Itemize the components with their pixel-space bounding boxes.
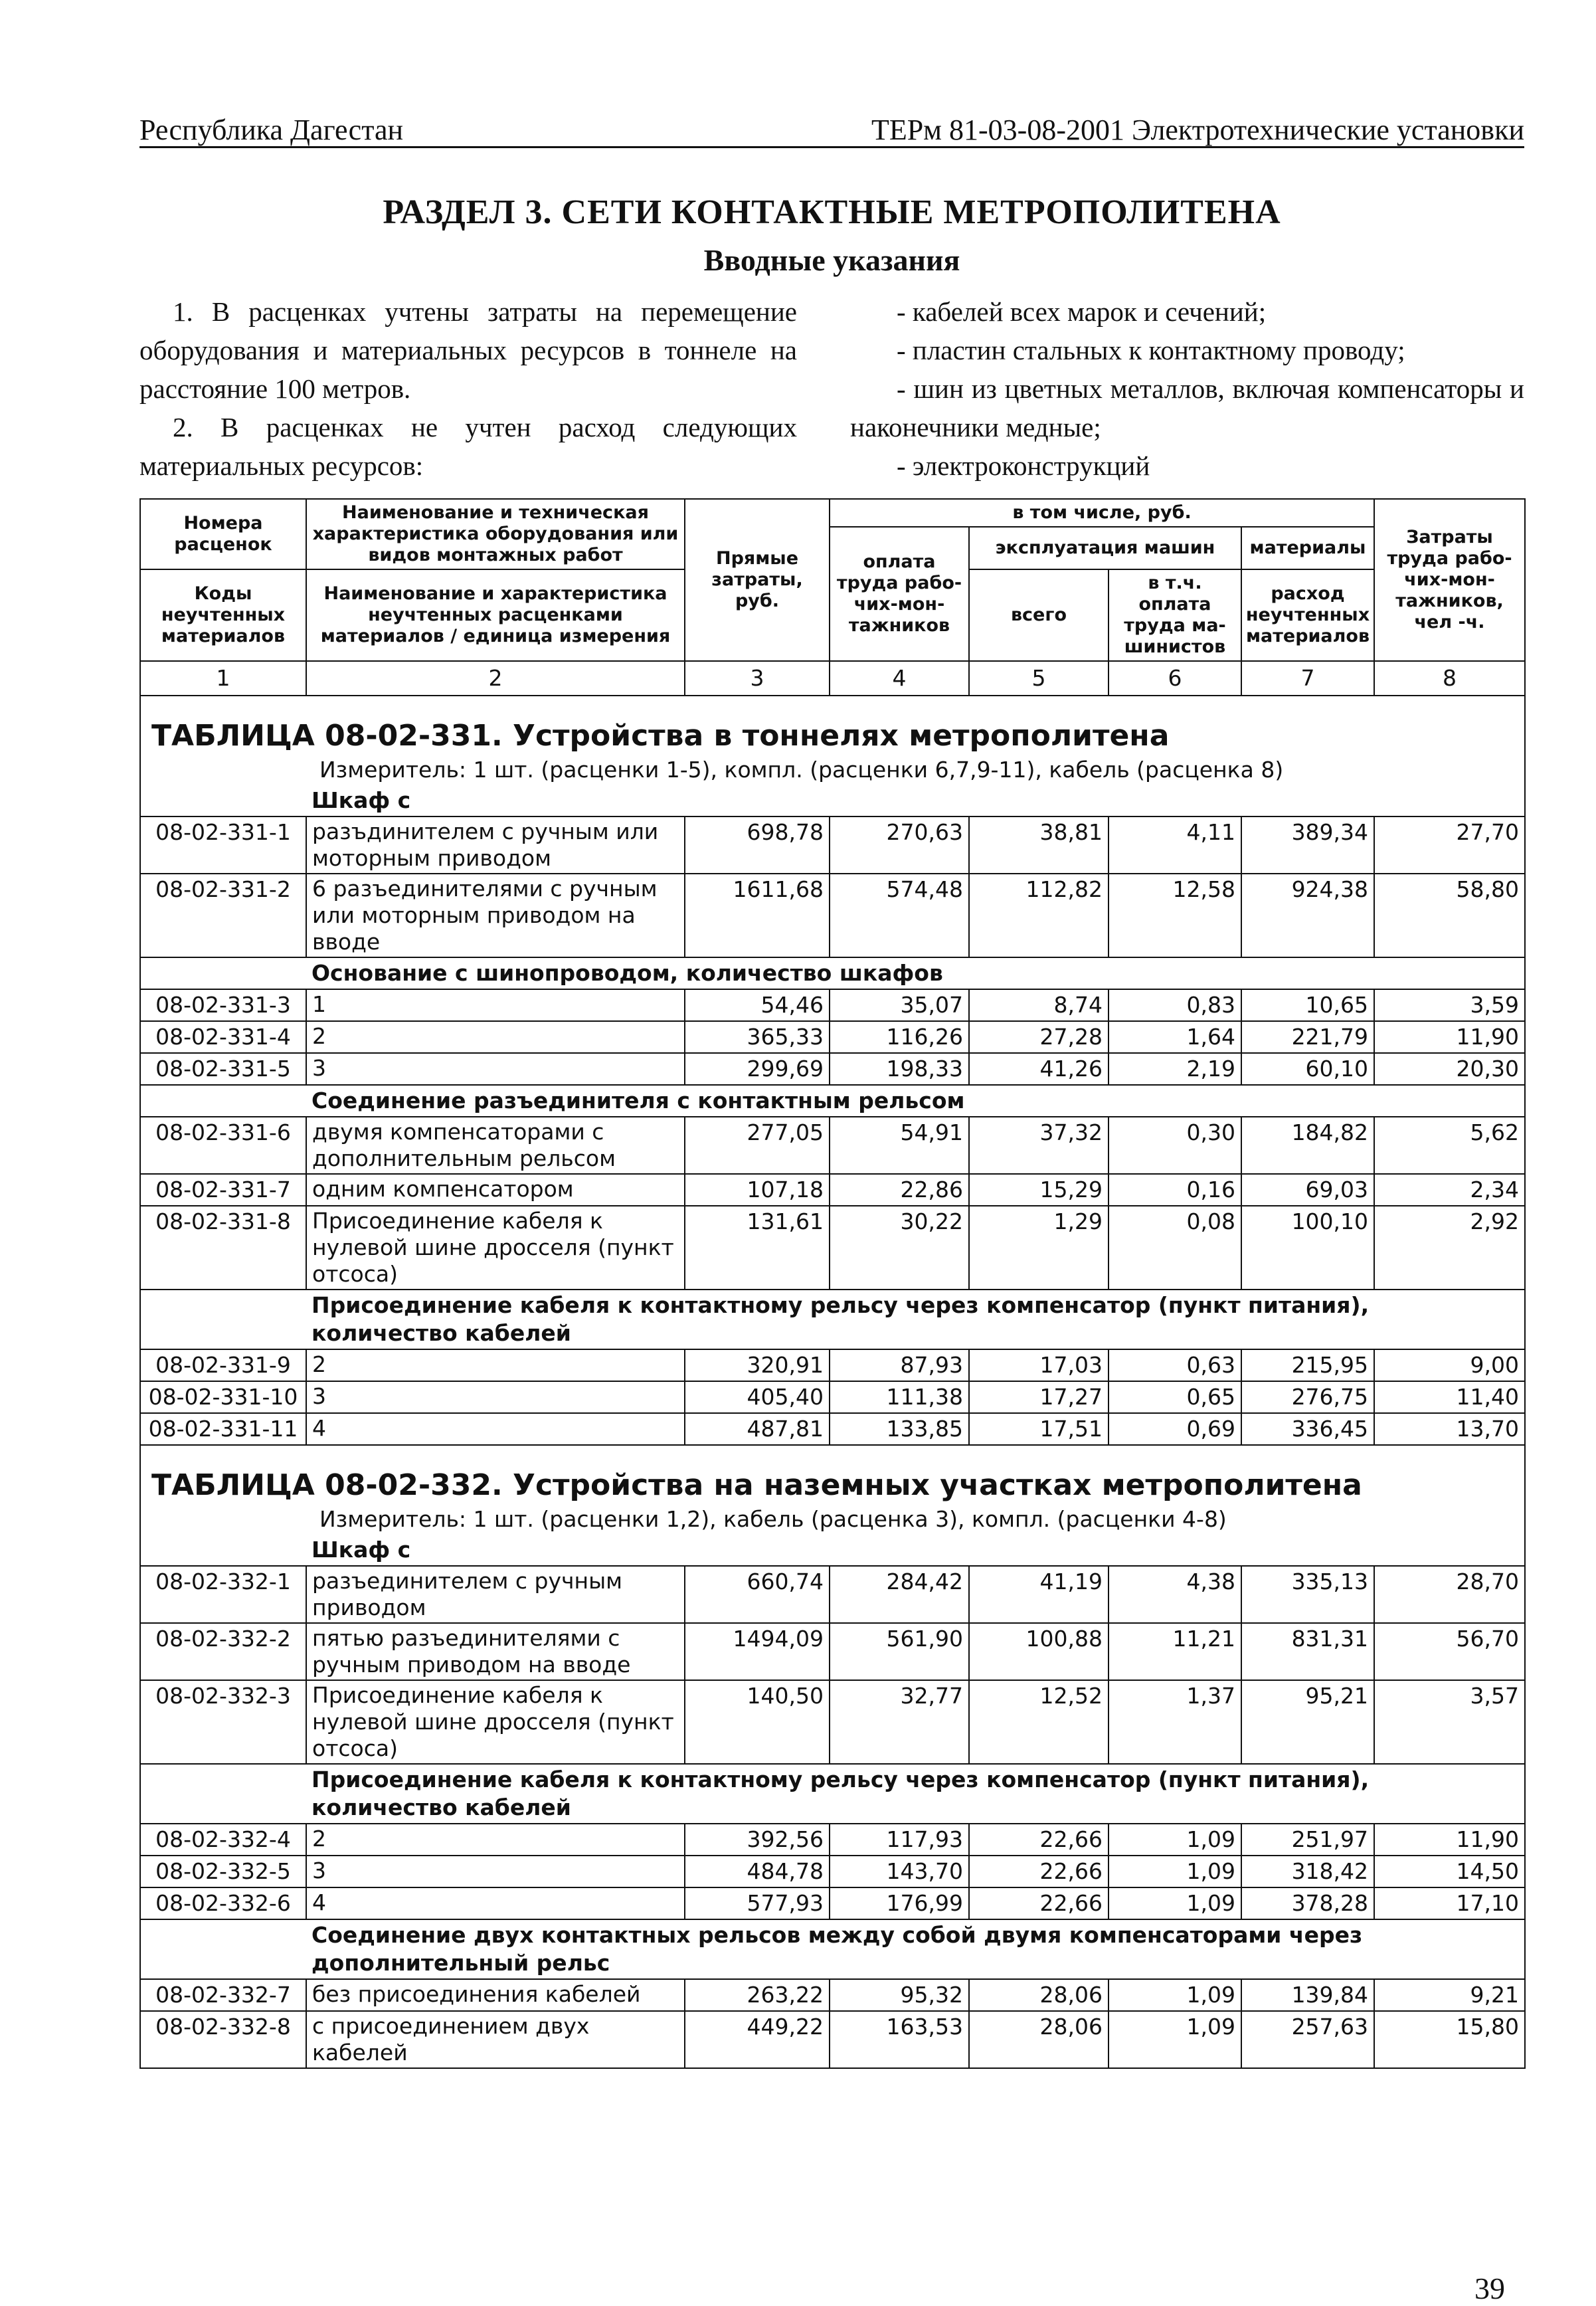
direct-costs: 698,78 [685,817,830,874]
work-description: двумя компенсаторами с дополнительным рельсом [306,1117,685,1174]
machinists-pay: 0,16 [1108,1174,1241,1206]
machinists-pay: 1,09 [1108,1887,1241,1919]
measure-row [140,1504,1525,1535]
labor-hours: 11,90 [1374,1824,1525,1856]
labor-hours: 9,21 [1374,1979,1525,2011]
table-row [140,1413,1525,1445]
direct-costs: 131,61 [685,1206,830,1290]
group-spacer [140,1290,306,1349]
labor-pay: 116,26 [830,1021,969,1053]
group-heading-row [140,1764,1525,1824]
group-heading: Соединение двух контактных рельсов между собой двумя компенсаторами через дополнительный рельс [306,1919,1525,1979]
materials-cost: 221,79 [1241,1021,1374,1053]
machinists-pay: 1,09 [1108,2011,1241,2068]
materials-cost: 139,84 [1241,1979,1374,2011]
machines-total: 28,06 [969,2011,1108,2068]
resource-item: - шин из цветных металлов, включая компенсаторы и наконечники медные; [850,373,1524,442]
table-row [140,1206,1525,1290]
table-row [140,1979,1525,2011]
materials-cost: 257,63 [1241,2011,1374,2068]
labor-pay: 54,91 [830,1117,969,1174]
table-row [140,1349,1525,1381]
direct-costs: 107,18 [685,1174,830,1206]
machines-total: 41,26 [969,1053,1108,1085]
labor-hours: 11,40 [1374,1381,1525,1413]
materials-cost: 378,28 [1241,1887,1374,1919]
labor-pay: 574,48 [830,874,969,957]
machines-total: 22,66 [969,1887,1108,1919]
machinists-pay: 0,63 [1108,1349,1241,1381]
intro-right-column [850,292,1524,485]
header-labor-pay: оплата труда рабо-чих-мон-тажников [830,527,969,661]
rate-code: 08-02-331-11 [140,1413,306,1445]
labor-hours: 5,62 [1374,1117,1525,1174]
header-material-names: Наименование и характеристика неучтенных расценками материалов / единица измерения [306,569,685,661]
labor-pay: 35,07 [830,989,969,1021]
rate-code: 08-02-331-7 [140,1174,306,1206]
machinists-pay: 1,09 [1108,1979,1241,2011]
column-number: 8 [1374,661,1525,696]
machines-total: 8,74 [969,989,1108,1021]
rate-code: 08-02-331-6 [140,1117,306,1174]
group-heading-row [140,1085,1525,1117]
table-row [140,1680,1525,1764]
rate-code: 08-02-332-3 [140,1680,306,1764]
rate-code: 08-02-331-4 [140,1021,306,1053]
measure-spacer [140,1504,306,1535]
materials-cost: 251,97 [1241,1824,1374,1856]
labor-hours: 17,10 [1374,1887,1525,1919]
machines-total: 27,28 [969,1021,1108,1053]
group-heading: Шкаф с [306,1535,1525,1566]
price-table [139,498,1526,2069]
group-heading-row [140,1535,1525,1566]
materials-cost: 100,10 [1241,1206,1374,1290]
work-description: одним компенсатором [306,1174,685,1206]
labor-pay: 270,63 [830,817,969,874]
labor-hours: 15,80 [1374,2011,1525,2068]
header-direct-costs: Прямые затраты, руб. [685,499,830,661]
column-number: 7 [1241,661,1374,696]
machines-total: 22,66 [969,1856,1108,1887]
resource-item: - электроконструкций [897,450,1150,481]
group-heading: Шкаф с [306,785,1525,817]
labor-pay: 111,38 [830,1381,969,1413]
labor-hours: 58,80 [1374,874,1525,957]
work-description: 2 [306,1824,685,1856]
labor-pay: 117,93 [830,1824,969,1856]
table-row [140,1566,1525,1623]
table-row [140,1174,1525,1206]
header-materials-usage: расход неучтенных материалов [1241,569,1374,661]
group-heading-row [140,785,1525,817]
labor-hours: 27,70 [1374,817,1525,874]
machinists-pay: 11,21 [1108,1623,1241,1680]
direct-costs: 487,81 [685,1413,830,1445]
intro-paragraph-1: 1. В расценках учтены затраты на перемещение оборудования и материальных ресурсов в тоннеле на расстояние 100 метров. [139,296,797,404]
work-description: 4 [306,1413,685,1445]
header-region: Республика Дагестан [139,114,404,146]
work-description: 4 [306,1887,685,1919]
labor-pay: 87,93 [830,1349,969,1381]
labor-hours: 3,59 [1374,989,1525,1021]
direct-costs: 405,40 [685,1381,830,1413]
rate-code: 08-02-331-9 [140,1349,306,1381]
table-row [140,874,1525,957]
group-spacer [140,1085,306,1117]
machines-total: 100,88 [969,1623,1108,1680]
header-materials: материалы [1241,527,1374,569]
direct-costs: 484,78 [685,1856,830,1887]
header-machines: эксплуатация машин [969,527,1241,569]
intro-paragraph-2: 2. В расценках не учтен расход следующих материальных ресурсов: [139,412,797,481]
direct-costs: 277,05 [685,1117,830,1174]
rate-code: 08-02-331-1 [140,817,306,874]
direct-costs: 299,69 [685,1053,830,1085]
direct-costs: 140,50 [685,1680,830,1764]
table-row [140,1824,1525,1856]
group-heading: Основание с шинопроводом, количество шкафов [306,957,1525,989]
direct-costs: 1494,09 [685,1623,830,1680]
resource-item: - пластин стальных к контактному проводу; [897,335,1405,365]
machinists-pay: 12,58 [1108,874,1241,957]
table-title-row [140,1445,1525,1504]
materials-cost: 10,65 [1241,989,1374,1021]
labor-hours: 3,57 [1374,1680,1525,1764]
machines-total: 17,03 [969,1349,1108,1381]
machines-total: 1,29 [969,1206,1108,1290]
direct-costs: 449,22 [685,2011,830,2068]
group-heading-row [140,957,1525,989]
materials-cost: 336,45 [1241,1413,1374,1445]
direct-costs: 392,56 [685,1824,830,1856]
group-spacer [140,1535,306,1566]
group-heading-row [140,1290,1525,1349]
column-number: 3 [685,661,830,696]
work-description: 1 [306,989,685,1021]
labor-pay: 284,42 [830,1566,969,1623]
materials-cost: 335,13 [1241,1566,1374,1623]
measure-unit: Измеритель: 1 шт. (расценки 1,2), кабель (расценка 3), компл. (расценки 4-8) [306,1504,1525,1535]
labor-pay: 30,22 [830,1206,969,1290]
machinists-pay: 0,69 [1108,1413,1241,1445]
labor-pay: 22,86 [830,1174,969,1206]
group-heading: Соединение разъединителя с контактным рельсом [306,1085,1525,1117]
group-spacer [140,1919,306,1979]
labor-pay: 561,90 [830,1623,969,1680]
machinists-pay: 2,19 [1108,1053,1241,1085]
table-row [140,1623,1525,1680]
labor-pay: 32,77 [830,1680,969,1764]
materials-cost: 95,21 [1241,1680,1374,1764]
table-title: ТАБЛИЦА 08-02-332. Устройства на наземных участках метрополитена [140,1445,1525,1504]
table-title-row [140,696,1525,755]
work-description: без присоединения кабелей [306,1979,685,2011]
machinists-pay: 0,08 [1108,1206,1241,1290]
column-number: 2 [306,661,685,696]
labor-pay: 198,33 [830,1053,969,1085]
column-number: 5 [969,661,1108,696]
header-work-name: Наименование и техническая характеристика оборудования или видов монтажных работ [306,499,685,569]
group-heading-row [140,1919,1525,1979]
labor-hours: 56,70 [1374,1623,1525,1680]
labor-pay: 163,53 [830,2011,969,2068]
materials-cost: 318,42 [1241,1856,1374,1887]
work-description: 3 [306,1856,685,1887]
table-row [140,2011,1525,2068]
machines-total: 28,06 [969,1979,1108,2011]
materials-cost: 831,31 [1241,1623,1374,1680]
materials-cost: 184,82 [1241,1117,1374,1174]
work-description: разъединителем с ручным приводом [306,1566,685,1623]
machinists-pay: 4,11 [1108,817,1241,874]
work-description: 2 [306,1349,685,1381]
table-row [140,1856,1525,1887]
column-number: 4 [830,661,969,696]
labor-hours: 14,50 [1374,1856,1525,1887]
work-description: разъдинителем с ручным или моторным приводом [306,817,685,874]
table-row [140,1021,1525,1053]
rate-code: 08-02-331-2 [140,874,306,957]
labor-hours: 2,92 [1374,1206,1525,1290]
rate-code: 08-02-332-5 [140,1856,306,1887]
labor-pay: 133,85 [830,1413,969,1445]
page-number: 39 [1474,2271,1505,2305]
direct-costs: 577,93 [685,1887,830,1919]
rate-code: 08-02-331-3 [140,989,306,1021]
resource-item: - кабелей всех марок и сечений; [897,296,1267,327]
table-row [140,1887,1525,1919]
machines-total: 37,32 [969,1117,1108,1174]
machinists-pay: 1,37 [1108,1680,1241,1764]
table-row [140,1053,1525,1085]
labor-pay: 143,70 [830,1856,969,1887]
intro-left-column [139,292,797,485]
labor-pay: 176,99 [830,1887,969,1919]
rate-code: 08-02-332-4 [140,1824,306,1856]
direct-costs: 54,46 [685,989,830,1021]
machinists-pay: 1,09 [1108,1856,1241,1887]
direct-costs: 263,22 [685,1979,830,2011]
materials-cost: 60,10 [1241,1053,1374,1085]
table-row [140,989,1525,1021]
labor-hours: 13,70 [1374,1413,1525,1445]
group-heading: Присоединение кабеля к контактному рельсу через компенсатор (пункт питания), количество кабелей [306,1290,1525,1349]
rate-code: 08-02-331-10 [140,1381,306,1413]
direct-costs: 320,91 [685,1349,830,1381]
header-machinists-pay: в т.ч. оплата труда ма-шинистов [1108,569,1241,661]
machines-total: 17,27 [969,1381,1108,1413]
machinists-pay: 0,30 [1108,1117,1241,1174]
group-spacer [140,957,306,989]
work-description: 3 [306,1381,685,1413]
materials-cost: 69,03 [1241,1174,1374,1206]
work-description: с присоединением двух кабелей [306,2011,685,2068]
group-spacer [140,785,306,817]
table-title: ТАБЛИЦА 08-02-331. Устройства в тоннелях метрополитена [140,696,1525,755]
header-including: в том числе, руб. [830,499,1374,527]
work-description: 3 [306,1053,685,1085]
work-description: пятью разъединителями с ручным приводом на вводе [306,1623,685,1680]
machinists-pay: 1,09 [1108,1824,1241,1856]
materials-cost: 215,95 [1241,1349,1374,1381]
header-rate-number: Номера расценок [140,499,306,569]
table-row [140,817,1525,874]
labor-pay: 95,32 [830,1979,969,2011]
machines-total: 17,51 [969,1413,1108,1445]
rate-code: 08-02-331-5 [140,1053,306,1085]
work-description: 2 [306,1021,685,1053]
labor-hours: 20,30 [1374,1053,1525,1085]
machinists-pay: 4,38 [1108,1566,1241,1623]
group-spacer [140,1764,306,1824]
header-material-codes: Коды неучтенных материалов [140,569,306,661]
labor-hours: 9,00 [1374,1349,1525,1381]
work-description: Присоединение кабеля к нулевой шине дросселя (пункт отсоса) [306,1206,685,1290]
machines-total: 112,82 [969,874,1108,957]
machines-total: 12,52 [969,1680,1108,1764]
header-labor-hours: Затраты труда рабо-чих-мон-тажников, чел -ч. [1374,499,1525,661]
materials-cost: 276,75 [1241,1381,1374,1413]
header-machines-total: всего [969,569,1108,661]
machines-total: 15,29 [969,1174,1108,1206]
rate-code: 08-02-332-2 [140,1623,306,1680]
labor-hours: 28,70 [1374,1566,1525,1623]
measure-unit: Измеритель: 1 шт. (расценки 1-5), компл. (расценки 6,7,9-11), кабель (расценка 8) [306,755,1525,785]
column-numbers-row [140,661,1525,696]
column-number: 6 [1108,661,1241,696]
direct-costs: 365,33 [685,1021,830,1053]
materials-cost: 389,34 [1241,817,1374,874]
machinists-pay: 0,83 [1108,989,1241,1021]
machines-total: 22,66 [969,1824,1108,1856]
intro-title: Вводные указания [703,243,960,277]
header-document-code: ТЕРм 81-03-08-2001 Электротехнические установки [871,114,1524,146]
work-description: Присоединение кабеля к нулевой шине дросселя (пункт отсоса) [306,1680,685,1764]
machines-total: 41,19 [969,1566,1108,1623]
labor-hours: 11,90 [1374,1021,1525,1053]
measure-spacer [140,755,306,785]
machinists-pay: 0,65 [1108,1381,1241,1413]
rate-code: 08-02-331-8 [140,1206,306,1290]
labor-hours: 2,34 [1374,1174,1525,1206]
machinists-pay: 1,64 [1108,1021,1241,1053]
work-description: 6 разъединителями с ручным или моторным приводом на вводе [306,874,685,957]
section-title: РАЗДЕЛ 3. СЕТИ КОНТАКТНЫЕ МЕТРОПОЛИТЕНА [383,193,1281,231]
direct-costs: 660,74 [685,1566,830,1623]
rate-code: 08-02-332-7 [140,1979,306,2011]
measure-row [140,755,1525,785]
group-heading: Присоединение кабеля к контактному рельсу через компенсатор (пункт питания), количество кабелей [306,1764,1525,1824]
running-header [139,113,1524,148]
column-number: 1 [140,661,306,696]
table-row [140,1381,1525,1413]
rate-code: 08-02-332-6 [140,1887,306,1919]
materials-cost: 924,38 [1241,874,1374,957]
rate-code: 08-02-332-8 [140,2011,306,2068]
machines-total: 38,81 [969,817,1108,874]
direct-costs: 1611,68 [685,874,830,957]
table-row [140,1117,1525,1174]
rate-code: 08-02-332-1 [140,1566,306,1623]
